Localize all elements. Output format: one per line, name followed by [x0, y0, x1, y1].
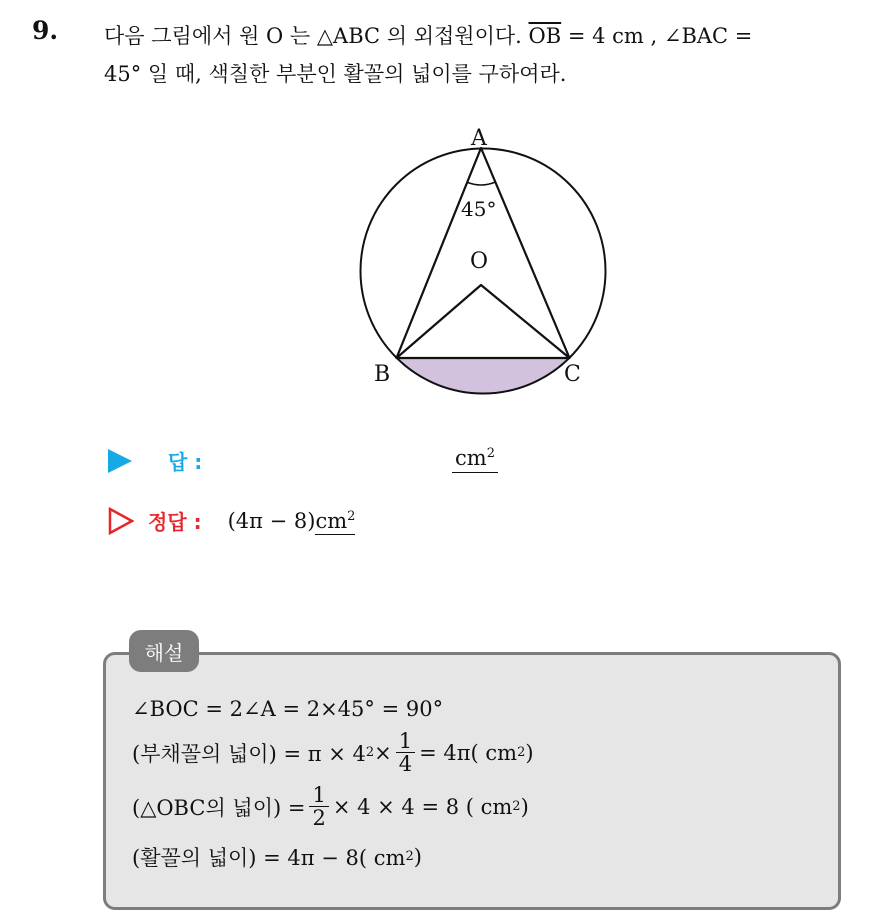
label-c: C	[564, 362, 581, 387]
explanation-title: 해설	[129, 630, 199, 672]
frac-num: 1	[396, 730, 415, 753]
frac-den: 2	[312, 806, 326, 830]
circle-triangle-figure	[340, 115, 620, 405]
question-line-1-end: = 4 cm , ∠BAC =	[561, 24, 753, 48]
question-text	[104, 17, 874, 93]
answer-label: 답 :	[168, 450, 203, 474]
question-line-2: 45° 일 때, 색칠한 부분인 활꼴의 넓이를 구하여라.	[104, 62, 567, 86]
segment-ob: $\overline{OB}$	[528, 24, 562, 48]
answer-unit: cm	[455, 446, 487, 470]
frac-num: 1	[309, 784, 328, 807]
exp2-a: (부채꼴의 넓이) = π × 4	[132, 741, 366, 766]
question-line-1-start: 다음 그림에서 원 O 는 △ABC 의 외접원이다.	[104, 24, 529, 48]
exp3-c: )	[520, 794, 529, 819]
explanation-line-4: (활꼴의 넓이) = 4π − 8( cm 2 )	[132, 842, 422, 872]
exp4-a: (활꼴의 넓이) = 4π − 8( cm	[132, 846, 406, 870]
correct-answer-value	[228, 509, 356, 533]
angle-label: 45°	[461, 197, 497, 221]
explanation-line-1: ∠BOC = 2∠A = 2×45° = 90°	[132, 697, 444, 721]
answer-row	[108, 446, 202, 475]
label-o: O	[470, 249, 489, 274]
shaded-segment	[397, 358, 570, 394]
label-b: B	[374, 362, 391, 387]
correct-arrow-icon	[108, 507, 134, 535]
explanation-line-2: (부채꼴의 넓이) = π × 4 2 × $\frac{1}{4}$ = 4π( cm 2 )	[132, 729, 534, 776]
correct-answer-label: 정답 :	[148, 510, 202, 534]
label-a: A	[471, 126, 487, 151]
question-number: 9.	[32, 16, 59, 45]
correct-value-expr: (4π − 8)	[227, 508, 316, 533]
answer-blank[interactable]	[452, 446, 498, 473]
angle-arc	[467, 182, 496, 185]
answer-unit-exp: 2	[486, 446, 495, 461]
correct-answer-row	[108, 506, 355, 535]
answer-arrow-icon	[108, 449, 132, 473]
exp3-b: × 4 × 4 = 8 ( cm	[332, 794, 513, 819]
fraction-one-quarter	[396, 730, 415, 775]
correct-unit	[315, 509, 355, 535]
fraction-one-half	[309, 784, 328, 829]
exp3-a: (△OBC의 넓이) =	[132, 795, 306, 820]
exp2-d: )	[525, 740, 534, 765]
exp2-b: ×	[374, 740, 392, 765]
correct-unit-exp: 2	[347, 508, 356, 524]
explanation-line-3: (△OBC의 넓이) = $\frac{1}{2}$ × 4 × 4 = 8 ( cm 2 )	[132, 783, 529, 830]
frac-den: 4	[398, 752, 413, 776]
question-line-1	[104, 17, 874, 55]
exp2-c: = 4π( cm	[419, 740, 518, 765]
correct-unit-text: cm	[315, 508, 348, 533]
exp4-b: )	[413, 845, 422, 869]
